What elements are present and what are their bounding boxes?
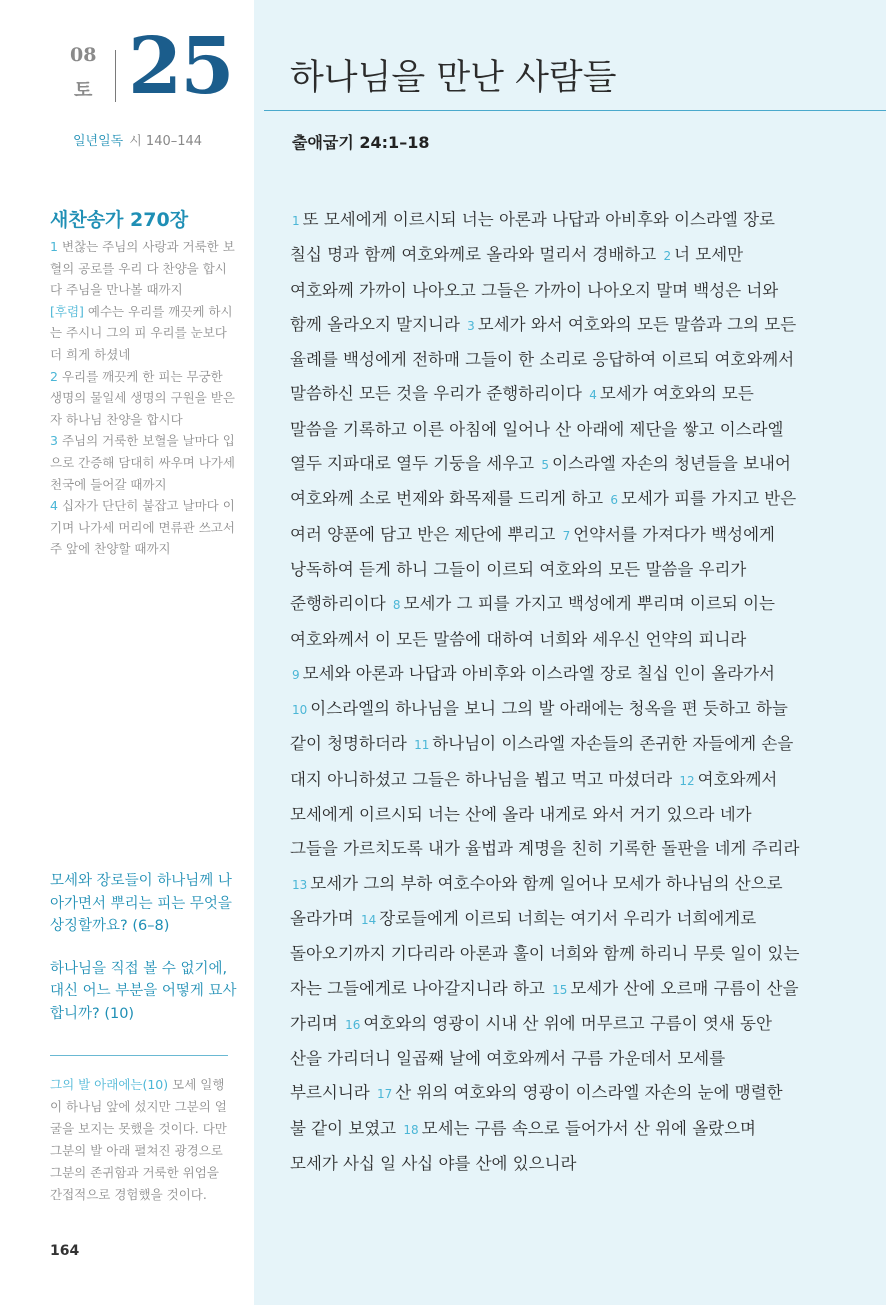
verse-number: 13: [292, 877, 308, 892]
verse-number: 14: [361, 912, 377, 927]
verse-text: 모세가 산에 오르매 구름이 산을 가리며: [290, 978, 799, 1033]
note-text: 모세 일행이 하나님 앞에 섰지만 그분의 얼굴을 보지는 못했을 것이다. 다만 그분의 발 아래 펼쳐진 광경으로 그분의 존귀함과 거룩한 위엄을 간접적으로 경험했을 것이다.: [50, 1077, 227, 1202]
verse-text: 모세가 피를 가지고 반은 여러 양푼에 담고 반은 제단에 뿌리고: [290, 489, 797, 544]
hymn-lyrics: [50, 236, 235, 560]
hymn-verse-text: 주님의 거룩한 보혈을 날마다 입으로 간증해 담대히 싸우며 나가세 천국에 들어갈 때까지: [50, 433, 235, 492]
verse-text: 이스라엘 자손의 청년들을 보내어 여호와께 소로 번제와 화목제를 드리게 하고: [290, 454, 791, 509]
verse-number: 1: [292, 214, 300, 228]
hymn-verse: [50, 301, 235, 366]
hymn-verse: [50, 430, 235, 495]
hymn-verse-text: 우리를 깨끗케 한 피는 무궁한 생명의 물일세 생명의 구원을 받은 자 하나님 찬양을 합시다: [50, 368, 235, 427]
hymn-verse-number: 3: [50, 433, 58, 449]
verse-text: 모세가 와서 여호와의 모든 말씀과 그의 모든 율례를 백성에게 전하매 그들이 한 소리로 응답하여 이르되 여호와께서 말씀하신 모든 것을 우리가 준행하리이다: [290, 314, 797, 404]
hymn-refrain-label: [후렴]: [50, 303, 84, 319]
hymn-title: 새찬송가 270장: [50, 209, 189, 231]
question: 모세와 장로들이 하나님께 나아가면서 뿌리는 피는 무엇을 상징할까요? (6–8): [50, 873, 232, 934]
verse-text: 하나님이 이스라엘 자손들의 존귀한 자들에게 손을 대지 아니하셨고 그들은 하나님을 뵙고 먹고 마셨더라: [290, 734, 794, 789]
verse-number: 8: [392, 598, 401, 613]
verse-text: 여호와께서 모세에게 이르시되 너는 산에 올라 내게로 와서 거기 있으라 네가 그들을 가르치도록 내가 율법과 계명을 친히 기록한 돌판을 네게 주리라: [290, 769, 800, 859]
verse-text: 또 모세에게 이르시되 너는 아론과 나답과 아비후와 이스라엘 장로 칠십 명과 함께 여호와께로 올라와 멀리서 경배하고: [290, 210, 775, 265]
verse-text: 산 위의 여호와의 영광이 이스라엘 자손의 눈에 맹렬한 불 같이 보였고: [290, 1083, 783, 1138]
hymn-verse-text: 십자가 단단히 붙잡고 날마다 이기며 나가세 머리에 면류관 쓰고서 주 앞에 찬양할 때까지: [50, 498, 235, 557]
hymn-verse-text: 변찮는 주님의 사랑과 거룩한 보혈의 공로를 우리 다 찬양을 합시다 주님을 만나볼 때까지: [50, 239, 235, 298]
yearly-reading: [73, 130, 202, 149]
question: 하나님을 직접 볼 수 없기에, 대신 어느 부분을 어떻게 묘사합니까? (10): [50, 960, 237, 1022]
verse-number: 2: [663, 249, 672, 264]
title-underline: [264, 110, 886, 111]
hymn-verse-text: 예수는 우리를 깨끗케 하시는 주시니 그의 피 우리를 눈보다 더 희게 하셨네: [50, 303, 233, 362]
verse-text: 장로들에게 이르되 너희는 여기서 우리가 너희에게로 돌아오기까지 기다리라 아론과 훌이 너희와 함께 하리니 무릇 일이 있는 자는 그들에게로 나아갈지니라 하고: [290, 908, 800, 998]
hymn-verse-number: 1: [50, 239, 58, 254]
verse-text: 언약서를 가져다가 백성에게 낭독하여 듣게 하니 그들이 이르되 여호와의 모든 말씀을 우리가 준행하리이다: [290, 524, 775, 614]
verse-number: 4: [589, 388, 597, 403]
verse-number: 5: [541, 458, 550, 473]
note-divider: [50, 1055, 228, 1056]
month-number: 08: [70, 44, 97, 66]
commentary-note: [50, 1074, 230, 1206]
hymn-verse: [50, 366, 235, 431]
verse-text: 모세가 그의 부하 여호수아와 함께 일어나 모세가 하나님의 산으로 올라가며: [290, 873, 783, 928]
verse-number: 15: [552, 982, 568, 997]
yearly-reading-ref: 시 140–144: [129, 134, 203, 149]
page-number: 164: [50, 1243, 80, 1259]
reflection-questions: [50, 870, 240, 1045]
hymn-verse-number: 2: [50, 368, 58, 384]
verse-text: 모세와 아론과 나답과 아비후와 이스라엘 장로 칠십 인이 올라가서: [302, 663, 775, 683]
verse-number: 12: [679, 773, 695, 788]
date-divider: [115, 50, 116, 102]
day-number: 25: [128, 21, 233, 112]
page-title: 하나님을 만난 사람들: [290, 58, 617, 98]
verse-number: 9: [292, 667, 300, 682]
verse-number: 18: [403, 1122, 419, 1137]
verse-number: 6: [610, 493, 619, 508]
passage-reference: 출애굽기 24:1–18: [292, 133, 430, 152]
scripture-text: [290, 203, 800, 1181]
verse-number: 7: [562, 528, 571, 543]
verse-text: 여호와의 영광이 시내 산 위에 머무르고 구름이 엿새 동안 산을 가리더니 일곱째 날에 여호와께서 구름 가운데서 모세를 부르시니라: [290, 1013, 772, 1103]
sidebar: [0, 0, 254, 1305]
yearly-reading-label: 일년일독: [73, 134, 124, 149]
note-keyword: 그의 발 아래에는(10): [50, 1077, 169, 1092]
hymn-verse-number: 4: [50, 498, 58, 514]
hymn-verse: [50, 495, 235, 560]
verse-number: 11: [414, 738, 430, 753]
verse-text: 너 모세만 여호와께 가까이 나아오고 그들은 가까이 나아오지 말며 백성은 너와 함께 올라오지 말지니라: [290, 245, 779, 334]
weekday: 토: [74, 79, 93, 101]
verse-number: 17: [376, 1087, 393, 1102]
verse-number: 10: [292, 703, 308, 718]
hymn-verse: [50, 236, 235, 301]
verse-text: 모세는 구름 속으로 들어가서 산 위에 올랐으며 모세가 사십 일 사십 야를 산에 있으니라: [290, 1118, 756, 1174]
verse-number: 16: [345, 1017, 361, 1032]
verse-text: 모세가 여호와의 모든 말씀을 기록하고 이른 아침에 일어나 산 아래에 제단을 쌓고 이스라엘 열두 지파대로 열두 기둥을 세우고: [290, 384, 784, 474]
verse-text: 모세가 그 피를 가지고 백성에게 뿌리며 이르되 이는 여호와께서 이 모든 말씀에 대하여 너희와 세우신 언약의 피니라: [290, 594, 775, 649]
verse-text: 이스라엘의 하나님을 보니 그의 발 아래에는 청옥을 편 듯하고 하늘 같이 청명하더라: [290, 699, 788, 754]
verse-number: 3: [467, 318, 475, 333]
